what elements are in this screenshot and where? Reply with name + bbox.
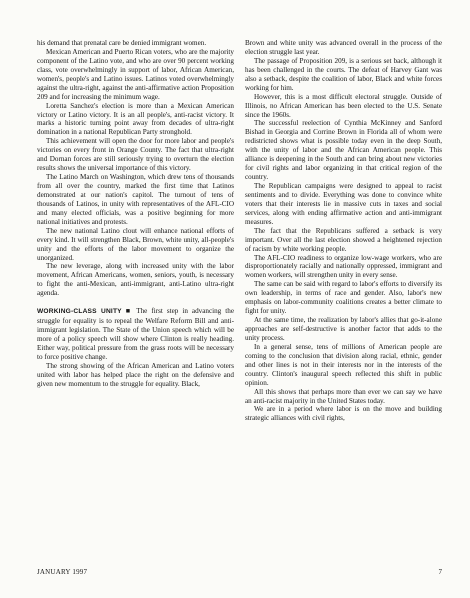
square-bullet-icon: ■	[125, 307, 133, 316]
paragraph: The strong showing of the African American and Latino voters united with labor has helped place the right on the defensive and given new momentum to the struggle for equality. Black,	[37, 361, 234, 388]
issue-date: JANUARY 1997	[37, 568, 88, 576]
paragraph: At the same time, the realization by labor's allies that go-it-alone approaches are self-destructive is another factor that adds to the unity process.	[245, 316, 442, 342]
page-number: 7	[438, 568, 442, 576]
paragraph: We are in a period where labor is on the move and building strategic alliances with civil rights,	[245, 405, 442, 423]
left-column	[37, 39, 234, 389]
paragraph: All this shows that perhaps more than ever we can say we have an anti-racist majority in the United States today.	[245, 387, 442, 405]
paragraph: The new national Latino clout will enhance national efforts of every kind. It will strengthen Black, Brown, white unity, all-people's unity and the efforts of the labor movement to organize the unorganized.	[37, 226, 234, 262]
paragraph: The AFL-CIO readiness to organize low-wage workers, who are disproportionately racially and nationally oppressed, immigrant and women workers, will strengthen unity in every sense.	[245, 253, 442, 280]
paragraph: his demand that prenatal care be denied immigrant women.	[37, 39, 207, 47]
paragraph: The Republican campaigns were designed to appeal to racist sentiments and to divide. Everything was done to convince white voters that their interests lie in massive cuts in taxes and social services, along with ending affirmative action and anti-immigrant measures.	[245, 182, 442, 226]
paragraph: Brown and white unity was advanced overall in the process of the election struggle last year.	[245, 39, 442, 56]
paragraph: Mexican American and Puerto Rican voters, who are the majority component of the Latino vote, and who are over 90 percent working class, vote overwhelmingly in support of labor, African American, women's, people's and Latino issues. Latinos voted overwhelmingly against the ultra-right, against the anti-affirmative action Proposition 209 and for increasing the minimum wage.	[37, 47, 234, 101]
paragraph: This achievement will open the door for more labor and people's victories on every front in Orange County. The fact that ultra-right and Dornan forces are still seriously trying to overturn the election results shows the universal importance of this victory.	[37, 137, 234, 173]
paragraph: The Latino March on Washington, which drew tens of thousands from all over the country, marked the first time that Latinos demonstrated at our nation's capitol. The turnout of tens of thousands of Latinos, in unity with representatives of the AFL-CIO and many elected officials, was a positive beginning for more national initiatives and protests.	[37, 173, 234, 226]
section-gap	[37, 298, 234, 307]
paragraph: Loretta Sanchez's election is more than a Mexican American victory or Latino victory. It is an all people's, anti-racist victory. It marks a historic turning point away from decades of ultra-right domination in a national Republican Party stronghold.	[37, 101, 234, 137]
paragraph: The fact that the Republicans suffered a setback is very important. Over all the last election showed a heightened rejection of racism by white working people.	[245, 226, 442, 253]
paragraph: In a general sense, tens of millions of American people are coming to the conclusion that division along racial, ethnic, gender and other lines is not in their interests nor in the interests of the country. Clinton's inaugural speech reflected this shift in public opinion.	[245, 342, 442, 387]
paragraph: The new leverage, along with increased unity with the labor movement, African Americans, women, seniors, youth, is necessary to fight the anti-Mexican, anti-immigrant, anti-Latino ultra-right agenda.	[37, 262, 234, 298]
right-column	[245, 39, 442, 423]
paragraph: The successful reelection of Cynthia McKinney and Sanford Bishad in Georgia and Corrine Brown in Florida all of whom were redistricted shows what is possible today even in the deep South, with the unity of labor and the African American people. This alliance is deepening in the South and can bring about new victories for civil rights and labor organizing in that critical region of the country.	[245, 119, 442, 182]
paragraph: The same can be said with regard to labor's efforts to diversify its own leadership, in terms of race and gender. Also, labor's new emphasis on labor-community coalitions creates a better climate to fight for unity.	[245, 280, 442, 316]
paragraph: However, this is a most difficult electoral struggle. Outside of Illinois, no African American has been elected to the U.S. Senate since the 1960s.	[245, 92, 442, 119]
subhead-paragraph	[37, 307, 234, 362]
paragraph: The passage of Proposition 209, is a serious set back, although it has been challenged in the courts. The defeat of Harvey Gant was also a setback, despite the coalition of labor, Black and white forces working for him.	[245, 56, 442, 92]
subhead-text: The first step in advancing the struggle for equality is to repeal the Welfare Reform Bill and anti-immigrant legislation. The State of the Union speech which will be more of a policy speech will show where Clinton is really heading. Either way, political pressure from the grass roots will be necessary to force positive change.	[37, 307, 234, 361]
section-subhead: WORKING-CLASS UNITY	[37, 308, 122, 316]
